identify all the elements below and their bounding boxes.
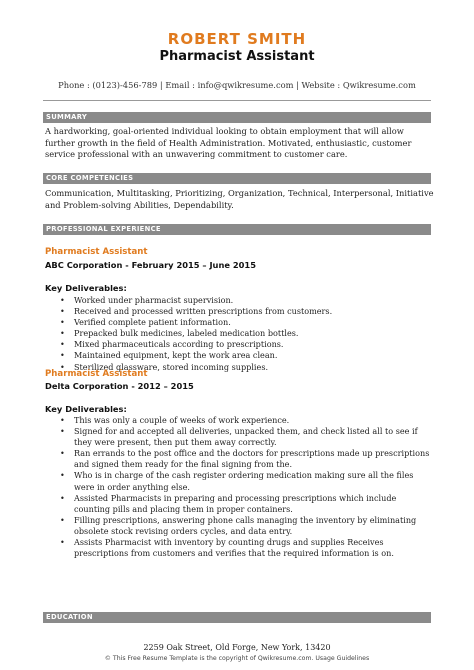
bullet-icon: • — [60, 328, 65, 339]
job-company: Delta Corporation - 2012 – 2015 — [45, 381, 194, 391]
footer-address: 2259 Oak Street, Old Forge, New York, 13420 — [143, 643, 331, 652]
list-item: • Assists Pharmacist with inventory by counting drugs and supplies Receives prescriptions from customers and verifies that the required information is on. — [60, 537, 394, 559]
list-item: • Filling prescriptions, answering phone calls managing the inventory by eliminating obsolete stock revising orders cycles, and data entry. — [60, 514, 417, 536]
bullet-icon: • — [60, 306, 65, 317]
job-company: ABC Corporation - February 2015 – June 2015 — [45, 260, 256, 270]
footer-credit: © This Free Resume Template is the copyright of Qwikresume.com. Usage Guidelines — [104, 655, 370, 662]
bullet-icon: • — [60, 339, 65, 350]
list-item: • Ran errands to the post office and the doctors for prescriptions made up prescriptions and signed them ready for the final signing from the. — [60, 448, 430, 470]
bullet-icon: • — [60, 426, 65, 437]
list-item: • Mixed pharmaceuticals according to prescriptions. — [60, 339, 284, 350]
job-title: Pharmacist Assistant — [45, 247, 148, 257]
bullet-icon: • — [60, 470, 65, 481]
section-experience-heading: PROFESSIONAL EXPERIENCE — [43, 224, 431, 235]
bullet-icon: • — [60, 514, 65, 525]
candidate-title: Pharmacist Assistant — [159, 49, 315, 64]
bullet-icon: • — [60, 350, 65, 361]
header-divider — [43, 100, 431, 101]
list-item: • Prepacked bulk medicines, labeled medication bottles. — [60, 328, 299, 339]
competencies-text: Communication, Multitasking, Prioritizing, Organization, Technical, Interpersonal, Initiative and Problem-solving Abilities, Dependability. — [45, 188, 434, 210]
job-title: Pharmacist Assistant — [45, 369, 148, 379]
deliverables-list — [60, 295, 432, 373]
section-competencies-heading: CORE COMPETENCIES — [43, 173, 431, 184]
deliverables-list — [60, 415, 432, 559]
list-item: • Who is in charge of the cash register ordering medication making sure all the files were in order anything else. — [60, 470, 414, 492]
bullet-icon: • — [60, 537, 65, 548]
bullet-icon: • — [60, 361, 65, 372]
contact-line: Phone : (0123)-456-789 | Email : info@qwikresume.com | Website : Qwikresume.com — [58, 80, 416, 90]
key-deliverables-label: Key Deliverables: — [45, 283, 127, 293]
list-item: • Assisted Pharmacists in preparing and processing prescriptions which include counting pills and placing them in proper containers. — [60, 492, 397, 514]
section-summary-heading: SUMMARY — [43, 112, 431, 123]
summary-text: A hardworking, goal-oriented individual looking to obtain employment that will allow further growth in the field of Health Administration. Motivated, enthusiastic, customer service professional with an unwavering commitment to customer care. — [45, 126, 412, 159]
bullet-icon: • — [60, 317, 65, 328]
bullet-icon: • — [60, 448, 65, 459]
section-education-heading: EDUCATION — [43, 612, 431, 623]
list-item: • Verified complete patient information. — [60, 317, 231, 328]
bullet-icon: • — [60, 415, 65, 425]
list-item: • This was only a couple of weeks of work experience. — [60, 415, 290, 425]
list-item: • Signed for and accepted all deliveries, unpacked them, and check listed all to see if they were present, then put them away correctly. — [60, 426, 418, 448]
list-item: • Worked under pharmacist supervision. — [60, 295, 234, 305]
list-item: • Sterilized glassware, stored incoming supplies. — [60, 361, 269, 372]
key-deliverables-label: Key Deliverables: — [45, 404, 127, 414]
list-item: • Maintained equipment, kept the work area clean. — [60, 350, 278, 361]
bullet-icon: • — [60, 492, 65, 503]
list-item: • Received and processed written prescriptions from customers. — [60, 306, 333, 317]
bullet-icon: • — [60, 295, 65, 305]
candidate-name: ROBERT SMITH — [167, 30, 307, 48]
